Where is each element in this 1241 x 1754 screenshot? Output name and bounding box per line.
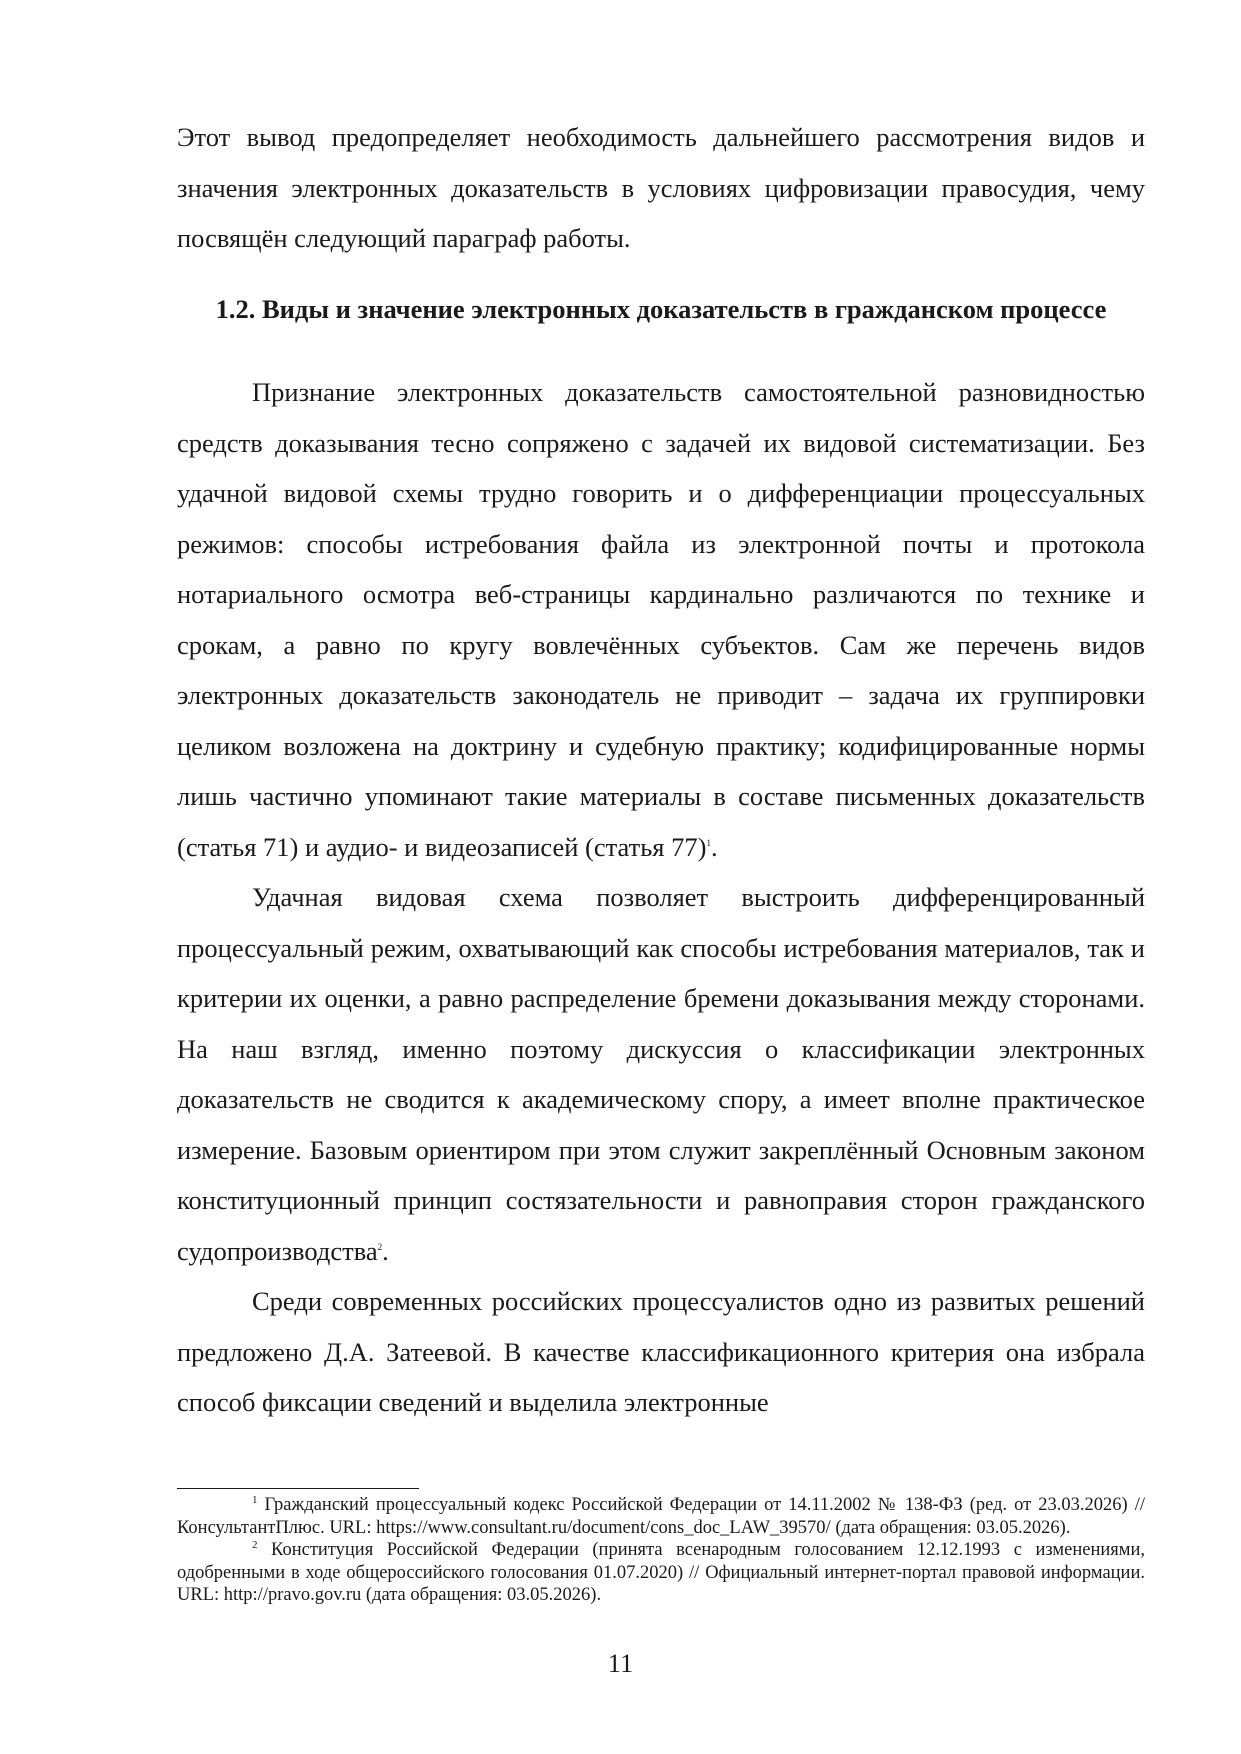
intro-paragraph: Этот вывод предопределяет необходимость дальнейшего рассмотрения видов и значения электронных доказательств в условиях цифровизации правосудия, чему посвящён следующий параграф работы. (177, 122, 1145, 253)
footnotes (177, 1494, 1145, 1607)
footnote-separator (177, 1488, 419, 1489)
footnote (177, 1539, 1145, 1607)
footnote-reference[interactable]: 2 (377, 1241, 383, 1252)
paragraph-tail: . (382, 1235, 389, 1266)
page-number: 11 (607, 1648, 634, 1678)
paragraph-text: Среди современных российских процессуалистов одно из развитых решений предложено Д.А. Затеевой. В качестве классификационного критерия она избрала способ фиксации сведений и выделила электронные (177, 1286, 1145, 1417)
paragraph-text: Удачная видовая схема позволяет выстроить дифференцированный процессуальный режим, охватывающий как способы истребования материалов, так и критерии их оценки, а равно распределение бремени доказывания между сторонами. На наш взгляд, именно поэтому дискуссия о классификации электронных доказательств не сводится к академическому спору, а имеет вполне практическое измерение. Базовым ориентиром при этом служит закреплённый Основным законом конституционный принцип состязательности и равноправия сторон гражданского судопроизводства (177, 882, 1145, 1266)
footnote-reference[interactable]: 1 (706, 837, 711, 848)
body-paragraph (177, 367, 1145, 872)
footnote-text: Гражданский процессуальный кодекс Российской Федерации от 14.11.2002 № 138-ФЗ (ред. от 23.03.2026) // КонсультантПлюс. URL: https://www.consultant.ru/document/cons_doc_LAW_39570/ (дата обращения: 03.05.2026). (177, 1495, 1145, 1538)
footnote-text: Конституция Российской Федерации (принята всенародным голосованием 12.12.1993 с изменениями, одобренными в ходе общероссийского голосования 01.07.2020) // Официальный интернет-портал правовой информации. URL: http://pravo.gov.ru (дата обращения: 03.05.2026). (177, 1540, 1145, 1605)
footnote-number: 1 (252, 1493, 258, 1506)
body-text (177, 367, 1145, 1428)
paragraph-tail: . (710, 831, 718, 862)
body-paragraph (177, 1276, 1145, 1428)
body-paragraph (177, 872, 1145, 1276)
footnote (177, 1494, 1145, 1539)
paragraph-text: Признание электронных доказательств самостоятельной разновидностью средств доказывания тесно сопряжено с задачей их видовой систематизации. Без удачной видовой схемы трудно говорить и о дифференциации процессуальных режимов: способы истребования файла из электронной почты и протокола нотариального осмотра веб-страницы кардинально различаются по технике и срокам, а равно по кругу вовлечённых субъектов. Сам же перечень видов электронных доказательств законодатель не приводит – задача их группировки целиком возложена на доктрину и судебную практику; кодифицированные нормы лишь частично упоминают такие материалы в составе письменных доказательств (статья 71) и аудио- и видеозаписей (статья 77) (177, 377, 1145, 862)
footnote-number: 2 (252, 1538, 258, 1551)
section-heading: 1.2. Виды и значение электронных доказательств в гражданском процессе (215, 294, 1107, 324)
